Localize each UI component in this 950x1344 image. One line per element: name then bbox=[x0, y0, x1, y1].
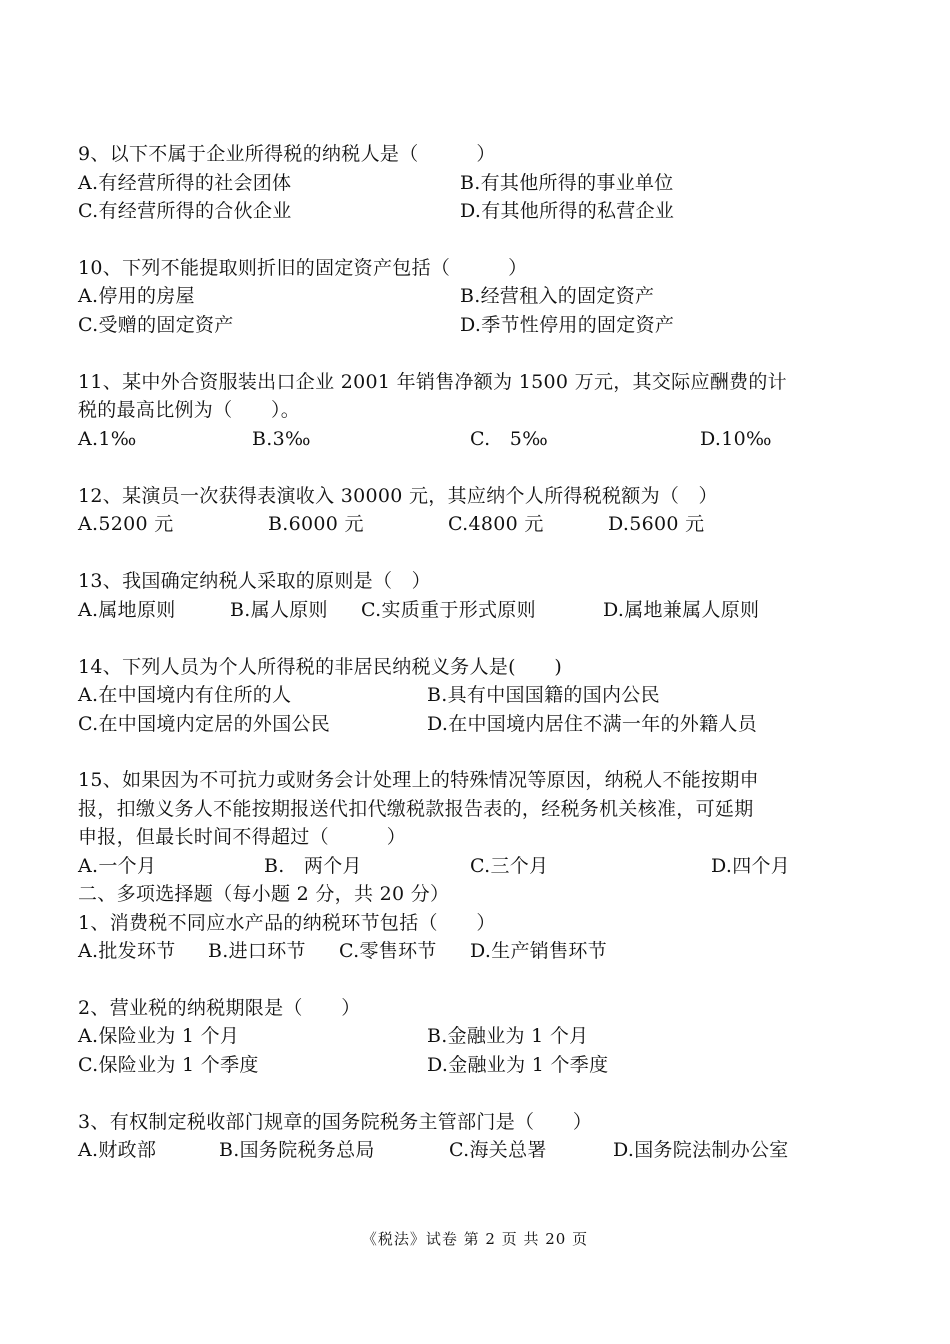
question-11-stem-line2: 税的最高比例为（ ）。 bbox=[78, 399, 301, 421]
question-14-option-c: C.在中国境内定居的外国公民 bbox=[78, 713, 331, 735]
question-12-option-c: C.4800 元 bbox=[448, 513, 544, 535]
multi-question-3-option-b: B.国务院税务总局 bbox=[219, 1139, 375, 1161]
question-9-stem: 9、以下不属于企业所得税的纳税人是（ ） bbox=[78, 143, 496, 165]
multi-question-3-option-c: C.海关总署 bbox=[449, 1139, 547, 1161]
question-15-option-d: D.四个月 bbox=[711, 855, 791, 877]
multi-question-1-option-d: D.生产销售环节 bbox=[470, 940, 607, 962]
question-13-option-b: B.属人原则 bbox=[230, 599, 328, 621]
question-12-option-b: B.6000 元 bbox=[268, 513, 364, 535]
multi-question-3-option-a: A.财政部 bbox=[78, 1139, 157, 1161]
question-11-option-c: C. 5‰ bbox=[470, 428, 548, 450]
question-10-stem: 10、下列不能提取则折旧的固定资产包括（ ） bbox=[78, 257, 528, 279]
multi-question-2-option-d: D.金融业为 1 个季度 bbox=[427, 1054, 609, 1076]
question-15-stem-line3: 申报，但最长时间不得超过（ ） bbox=[78, 826, 407, 848]
question-13-option-d: D.属地兼属人原则 bbox=[603, 599, 760, 621]
question-15-option-b: B. 两个月 bbox=[264, 855, 362, 877]
question-15-stem-line2: 报，扣缴义务人不能按期报送代扣代缴税款报告表的，经税务机关核准，可延期 bbox=[78, 798, 754, 820]
question-14-option-d: D.在中国境内居住不满一年的外籍人员 bbox=[427, 713, 757, 735]
question-14-option-a: A.在中国境内有住所的人 bbox=[78, 684, 292, 706]
multi-question-1-option-a: A.批发环节 bbox=[78, 940, 176, 962]
question-10-option-d: D.季节性停用的固定资产 bbox=[460, 314, 675, 336]
question-12-option-d: D.5600 元 bbox=[608, 513, 705, 535]
multi-question-1-option-b: B.进口环节 bbox=[208, 940, 306, 962]
question-10-option-b: B.经营租入的固定资产 bbox=[460, 285, 655, 307]
question-14-stem: 14、下列人员为个人所得税的非居民纳税义务人是( ) bbox=[78, 656, 563, 678]
question-15-option-a: A.一个月 bbox=[78, 855, 157, 877]
page-footer: 《税法》试卷 第 2 页 共 20 页 bbox=[361, 1230, 589, 1248]
question-13-option-a: A.属地原则 bbox=[78, 599, 176, 621]
question-9-option-d: D.有其他所得的私营企业 bbox=[460, 200, 675, 222]
question-9-option-b: B.有其他所得的事业单位 bbox=[460, 172, 674, 194]
question-13-stem: 13、我国确定纳税人采取的原则是（ ） bbox=[78, 570, 431, 592]
multi-question-1-option-c: C.零售环节 bbox=[339, 940, 437, 962]
multi-question-2-stem: 2、营业税的纳税期限是（ ） bbox=[78, 997, 361, 1019]
question-13-option-c: C.实质重于形式原则 bbox=[361, 599, 536, 621]
multi-question-2-option-a: A.保险业为 1 个月 bbox=[78, 1025, 240, 1047]
multi-question-1-stem: 1、消费税不同应水产品的纳税环节包括（ ） bbox=[78, 912, 496, 934]
question-10-option-a: A.停用的房屋 bbox=[78, 285, 195, 307]
question-15-stem-line1: 15、如果因为不可抗力或财务会计处理上的特殊情况等原因，纳税人不能按期申 bbox=[78, 769, 759, 791]
question-11-option-b: B.3‰ bbox=[252, 428, 311, 450]
question-9-option-c: C.有经营所得的合伙企业 bbox=[78, 200, 292, 222]
question-12-stem: 12、某演员一次获得表演收入 30000 元，其应纳个人所得税税额为（ ） bbox=[78, 485, 718, 507]
section-2-heading: 二、多项选择题（每小题 2 分，共 20 分） bbox=[78, 883, 450, 905]
question-15-option-c: C.三个月 bbox=[470, 855, 549, 877]
multi-question-2-option-b: B.金融业为 1 个月 bbox=[427, 1025, 589, 1047]
question-12-option-a: A.5200 元 bbox=[78, 513, 174, 535]
question-11-option-a: A.1‰ bbox=[78, 428, 137, 450]
question-9-option-a: A.有经营所得的社会团体 bbox=[78, 172, 292, 194]
question-11-option-d: D.10‰ bbox=[700, 428, 772, 450]
question-14-option-b: B.具有中国国籍的国内公民 bbox=[427, 684, 660, 706]
question-10-option-c: C.受赠的固定资产 bbox=[78, 314, 234, 336]
question-11-stem-line1: 11、某中外合资服装出口企业 2001 年销售净额为 1500 万元，其交际应酬费的计 bbox=[78, 371, 787, 393]
multi-question-3-option-d: D.国务院法制办公室 bbox=[613, 1139, 789, 1161]
multi-question-2-option-c: C.保险业为 1 个季度 bbox=[78, 1054, 259, 1076]
multi-question-3-stem: 3、有权制定税收部门规章的国务院税务主管部门是（ ） bbox=[78, 1111, 593, 1133]
